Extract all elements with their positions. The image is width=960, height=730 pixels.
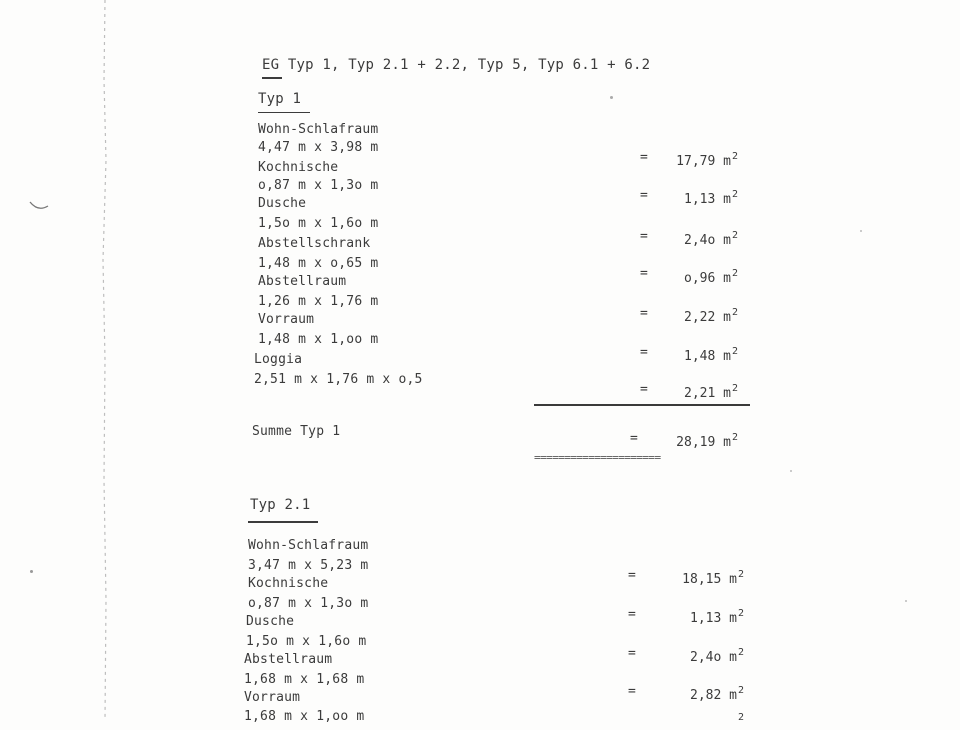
room-dimensions: 1,26 m x 1,76 m <box>258 294 379 309</box>
binding-edge-artifact <box>100 0 110 720</box>
equals-sign: = <box>630 431 638 446</box>
section-heading-typ2-1-underline <box>248 521 318 523</box>
room-dimensions: 1,68 m x 1,68 m <box>244 672 365 687</box>
equals-sign: = <box>640 345 648 360</box>
equals-sign: = <box>640 150 648 165</box>
room-name: Abstellschrank <box>258 236 371 251</box>
room-name: Vorraum <box>244 690 301 705</box>
double-underline: ===================== <box>534 452 661 463</box>
section-heading-typ1: Typ 1 <box>258 91 302 107</box>
room-dimensions: 2,51 m x 1,76 m x o,5 <box>254 372 423 387</box>
area-value: 1,13 $m^2$ <box>684 189 738 207</box>
scan-speckle <box>790 470 792 472</box>
room-name: Loggia <box>254 352 303 367</box>
room-name: Dusche <box>246 614 295 629</box>
room-dimensions: 4,47 m x 3,98 m <box>258 140 379 155</box>
room-dimensions: 3,47 m x 5,23 m <box>248 558 369 573</box>
scan-speckle <box>30 570 33 573</box>
equals-sign: = <box>640 266 648 281</box>
area-value: 2,21 $m^2$ <box>684 383 738 401</box>
section-heading-typ1-underline <box>258 112 310 113</box>
room-name: Kochnische <box>248 576 329 591</box>
area-value: 2,4o $m^2$ <box>690 647 744 665</box>
equals-sign: = <box>628 646 636 661</box>
equals-sign: = <box>640 229 648 244</box>
equals-sign: = <box>628 684 636 699</box>
room-dimensions: 1,48 m x 1,oo m <box>258 332 379 347</box>
area-value: 2,4o $m^2$ <box>684 230 738 248</box>
title-underline <box>262 77 282 79</box>
room-name: Abstellraum <box>244 652 333 667</box>
document-title: EG Typ 1, Typ 2.1 + 2.2, Typ 5, Typ 6.1 + 6.2 <box>262 57 651 73</box>
punch-hole-mark <box>28 196 50 216</box>
equals-sign: = <box>640 188 648 203</box>
scan-speckle <box>905 600 907 602</box>
room-name: Wohn-Schlafraum <box>248 538 369 553</box>
room-dimensions: 1,5o m x 1,6o m <box>246 634 367 649</box>
scan-speckle <box>610 96 613 99</box>
room-dimensions: o,87 m x 1,3o m <box>258 178 379 193</box>
area-value: 2,22 $m^2$ <box>684 307 738 325</box>
room-name: Wohn-Schlafraum <box>258 122 379 137</box>
scan-speckle <box>860 230 862 232</box>
area-value: 17,79 $m^2$ <box>676 151 738 169</box>
room-dimensions: 1,48 m x o,65 m <box>258 256 379 271</box>
equals-sign: = <box>640 382 648 397</box>
equals-sign: = <box>628 607 636 622</box>
room-name: Abstellraum <box>258 274 347 289</box>
area-value: 2 <box>737 712 744 723</box>
room-dimensions: o,87 m x 1,3o m <box>248 596 369 611</box>
sum-value: 28,19 $m^2$ <box>676 432 738 450</box>
equals-sign: = <box>628 568 636 583</box>
room-name: Vorraum <box>258 312 315 327</box>
equals-sign: = <box>640 306 648 321</box>
area-value: o,96 $m^2$ <box>684 268 738 286</box>
room-dimensions: 1,5o m x 1,6o m <box>258 216 379 231</box>
sum-rule <box>534 404 750 406</box>
room-dimensions: 1,68 m x 1,oo m <box>244 709 365 724</box>
sum-label: Summe Typ 1 <box>252 424 341 439</box>
area-value: 1,48 $m^2$ <box>684 346 738 364</box>
area-value: 1,13 $m^2$ <box>690 608 744 626</box>
room-name: Kochnische <box>258 160 339 175</box>
area-value: 18,15 $m^2$ <box>682 569 744 587</box>
section-heading-typ2-1: Typ 2.1 <box>250 497 311 513</box>
room-name: Dusche <box>258 196 307 211</box>
area-value: 2,82 $m^2$ <box>690 685 744 703</box>
